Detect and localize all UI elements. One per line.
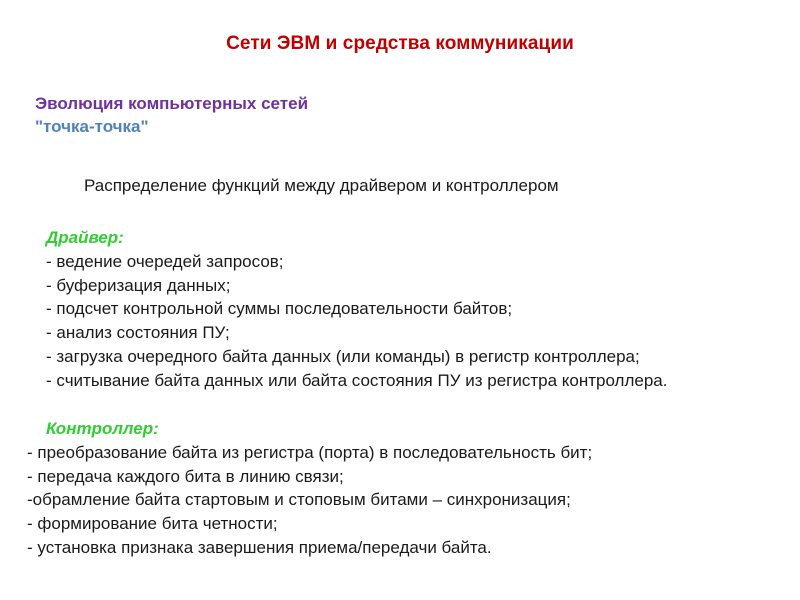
section-line-evolution: Эволюция компьютерных сетей: [35, 94, 309, 113]
list-item: - загрузка очередного байта данных (или команды) в регистр контроллера;: [46, 346, 640, 366]
list-item: - формирование бита четности;: [27, 514, 278, 534]
list-item: - буферизация данных;: [46, 275, 231, 295]
controller-heading: Контроллер:: [46, 419, 159, 438]
controller-functions-list: [27, 417, 592, 560]
slide-subtitle: Распределение функций между драйвером и контроллером: [84, 176, 559, 195]
driver-functions-list: [46, 226, 668, 393]
list-item: - преобразование байта из регистра (порта) в последовательность бит;: [27, 442, 593, 462]
list-item: - установка признака завершения приема/передачи байта.: [27, 537, 492, 557]
driver-heading: Драйвер:: [46, 228, 124, 247]
list-item: - ведение очередей запросов;: [46, 251, 284, 271]
list-item: -обрамление байта стартовым и стоповым битами – синхронизация;: [27, 490, 571, 510]
list-item: - анализ состояния ПУ;: [46, 323, 230, 343]
section-line-point-to-point: "точка-точка": [35, 117, 149, 136]
section-heading: [35, 92, 308, 138]
list-item: - считывание байта данных или байта состояния ПУ из регистра контроллера.: [46, 370, 668, 390]
slide-title: Сети ЭВМ и средства коммуникации: [226, 33, 574, 54]
list-item: - подсчет контрольной суммы последовательности байтов;: [46, 299, 513, 319]
list-item: - передача каждого бита в линию связи;: [27, 466, 344, 486]
